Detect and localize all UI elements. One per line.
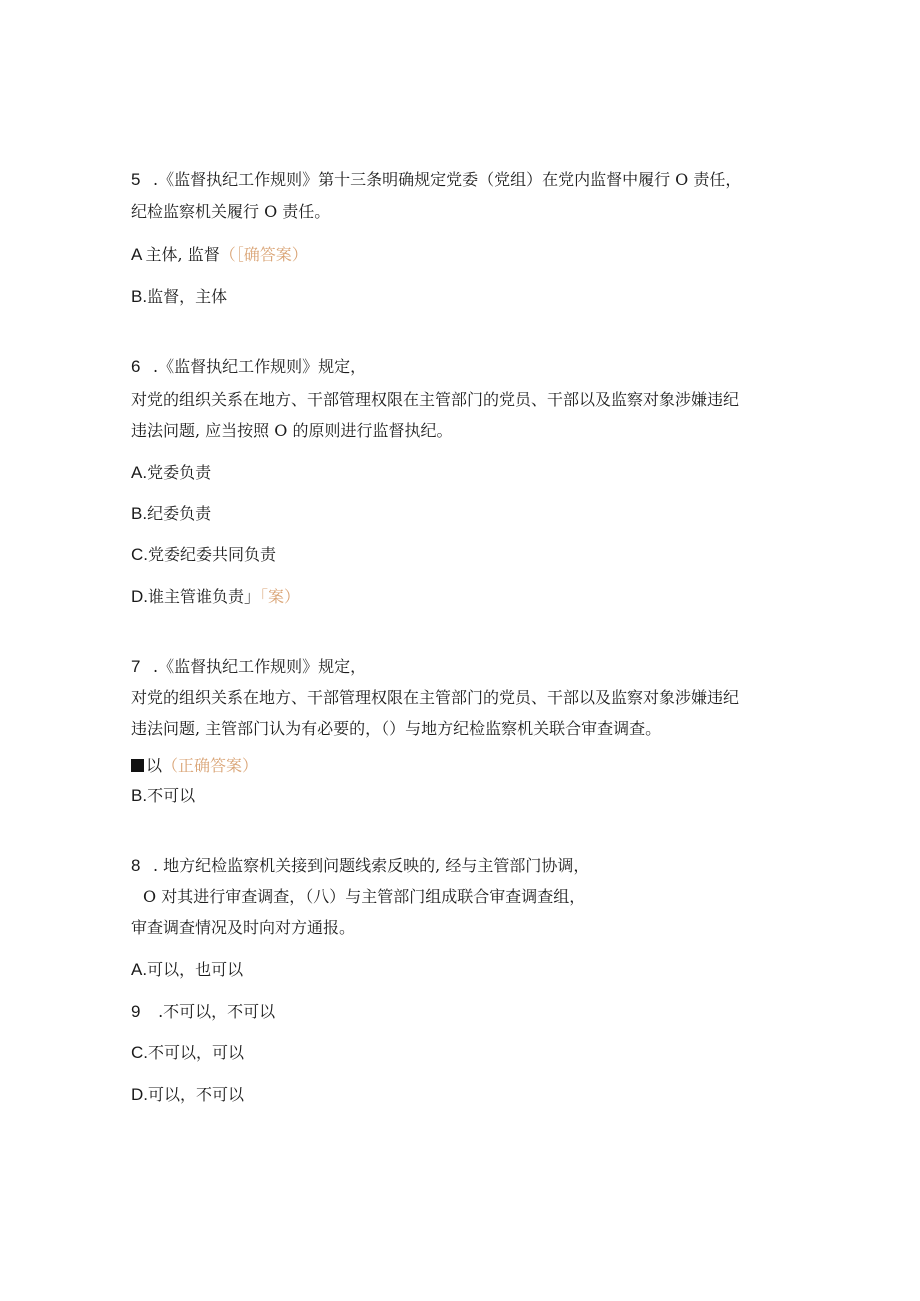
q6-option-c: C.党委纪委共同负责 [131,545,277,564]
q5-option-a: A 主体, 监督（［确答案） [131,245,308,264]
q7-option-b: B.不可以 [131,786,196,805]
q6-answer-mark: 「案） [260,587,301,606]
q8-option-d: D.可以，不可以 [131,1085,245,1104]
q7-answer-mark: （正确答案） [162,756,259,775]
q8-line-2: O 对其进行审查调查，（八）与主管部门组成联合审查调查组， [143,887,586,906]
q6-option-a: A.党委负责 [131,463,212,482]
q6-line-1: 6 .《监督执纪工作规则》规定， [131,357,367,376]
q7-line-2: 对党的组织关系在地方、干部管理权限在主管部门的党员、干部以及监察对象涉嫌违纪 [131,688,740,707]
q8-option-b: 9 .不可以，不可以 [131,1002,276,1021]
q6-number: 6 [131,357,141,376]
q7-option-a: 以（正确答案） [131,755,258,777]
q8-line-3: 审查调查情况及时向对方通报。 [131,918,356,937]
q8-option-c: C.不可以，可以 [131,1043,245,1062]
q5-option-b: B.监督，主体 [131,287,228,306]
q7-line-1: 7 .《监督执纪工作规则》规定， [131,657,367,676]
q5-line-2: 纪检监察机关履行 O 责任。 [131,202,331,221]
q6-option-d: D.谁主管谁负责」「案） [131,587,301,606]
q7-line-3: 违法问题, 主管部门认为有必要的，（）与地方纪检监察机关联合审查调查。 [131,719,662,738]
q8-line-1: 8 . 地方纪检监察机关接到问题线索反映的, 经与主管部门协调， [131,856,590,875]
q5-number: 5 [131,170,141,189]
q5-answer-mark: （［确答案） [219,245,308,264]
q7-number: 7 [131,657,141,676]
q8-option-a: A.可以，也可以 [131,960,244,979]
filled-square-icon [131,759,144,772]
q5-line-1: 5 .《监督执纪工作规则》第十三条明确规定党委（党组）在党内监督中履行 O 责任， [131,170,742,189]
q6-option-b: B.纪委负责 [131,504,212,523]
q6-line-2: 对党的组织关系在地方、干部管理权限在主管部门的党员、干部以及监察对象涉嫌违纪 [131,390,740,409]
q8-number: 8 [131,856,141,875]
q6-line-3: 违法问题, 应当按照 O 的原则进行监督执纪。 [131,421,453,440]
